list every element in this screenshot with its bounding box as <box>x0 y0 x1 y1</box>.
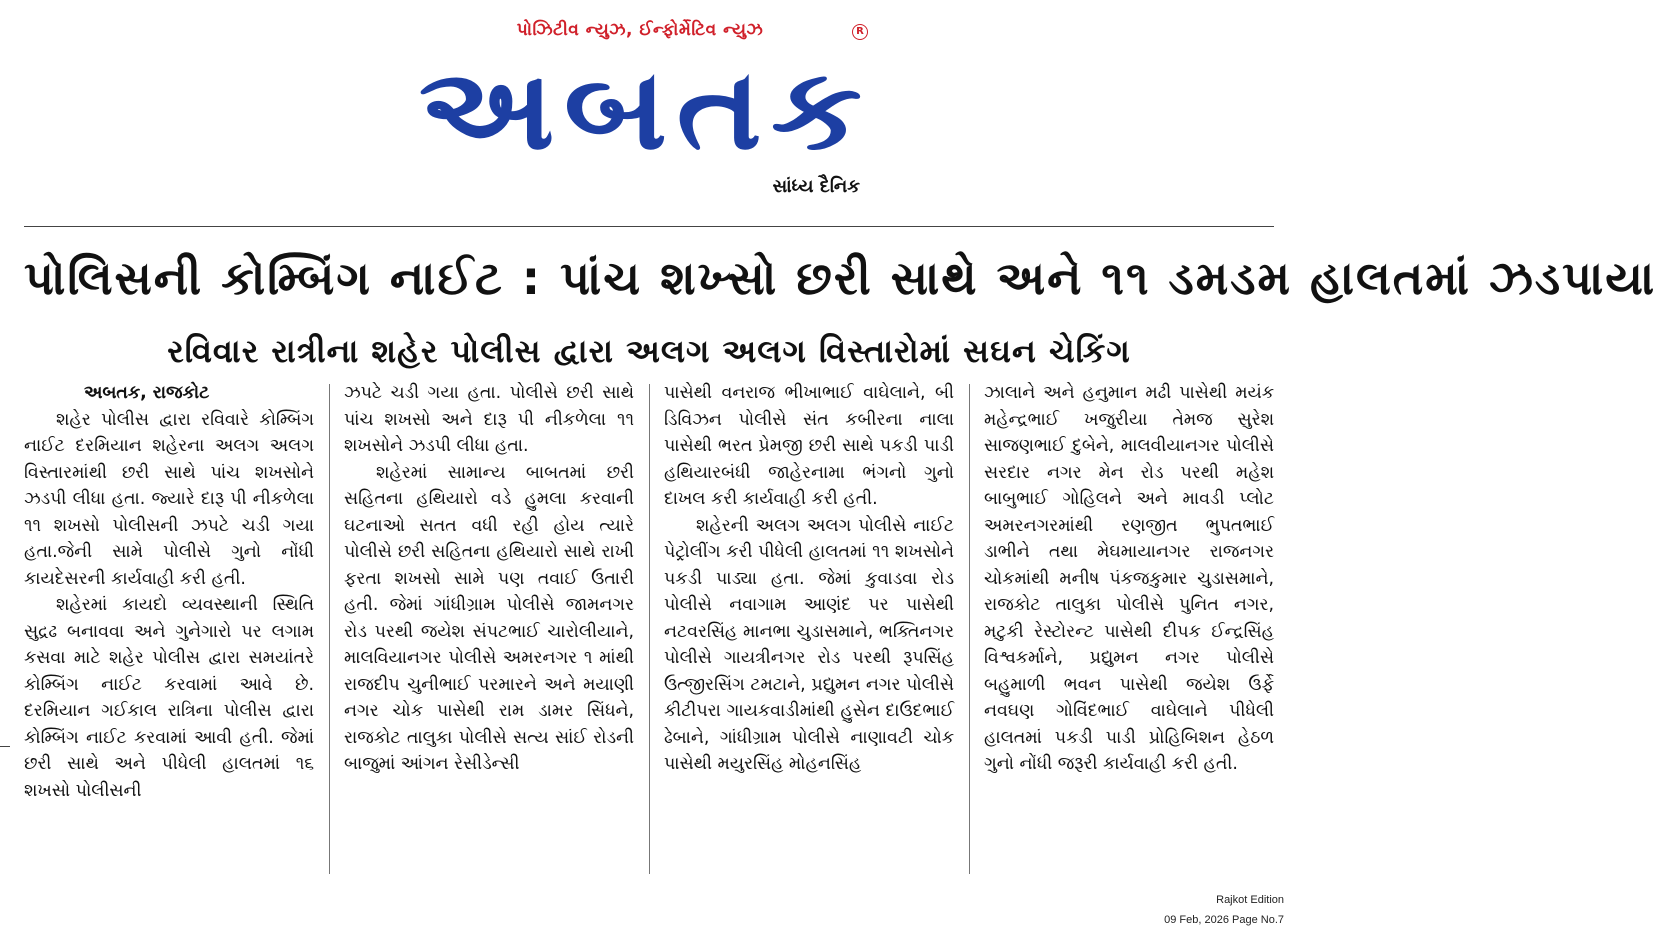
article-paragraph: શહેરમાં સામાન્ય બાબતમાં છરી સહિતના હથિયારો વડે હુમલા કરવાની ઘટનાઓ સતત વધી રહી હોય ત્યારે પોલીસે છરી સહિતના હથિયારો સાથે રાખી ફરતા શખસો સામે પણ તવાઈ ઉતારી હતી. જેમાં ગાંધીગ્રામ પોલીસે જામનગર રોડ પરથી જયેશ સંપટભાઈ ચારોલીયાને, માલવિયાનગર પોલીસે અમરનગર ૧ માંથી રાજદીપ ચુનીભાઈ પરમારને અને મયાણી નગર ચોક પાસેથી રામ ડામર સિંધને, રાજકોટ તાલુકા પોલીસે સત્ય સાંઈ રોડની બાજુમાં આંગન રેસીડેન્સી <box>344 462 634 774</box>
article-body <box>24 380 1274 880</box>
edition-tag: સાંધ્ય દૈનિક <box>772 176 860 197</box>
article-column-1 <box>24 380 314 880</box>
masthead-tagline: પોઝિટીવ ન્યુઝ, ઈન્ફોર્મેટિવ ન્યુઝ <box>516 20 764 40</box>
newspaper-logo: અબતક <box>418 45 872 175</box>
page-footer <box>1164 890 1284 930</box>
masthead <box>0 0 1292 215</box>
article-paragraph: શહેરમાં કાયદો વ્યવસ્થાની સ્થિતિ સુદ્રઢ બનાવવા અને ગુનેગારો પર લગામ કસવા માટે શહેર પોલીસ દ્વારા સમયાંતરે કોમ્બિંગ નાઈટ કરવામાં આવે છે. દરમિયાન ગઈકાલ રાત્રિના પોલીસ દ્વારા કોમ્બિંગ નાઈટ કરવામાં આવી હતી. જેમાં છરી સાથે અને પીધેલી હાલતમાં ૧૬ શખસો પોલીસની <box>24 595 314 801</box>
article-column-3 <box>664 380 954 880</box>
article-paragraph: પાસેથી વનરાજ ભીખાભાઈ વાઘેલાને, બી ડિવિઝન પોલીસે સંત કબીરના નાલા પાસેથી ભરત પ્રેમજી છરી સાથે પકડી પાડી હથિયારબંધી જાહેરનામા ભંગનો ગુનો દાખલ કરી કાર્યવાહી કરી હતી. <box>664 383 954 509</box>
column-divider <box>329 384 330 874</box>
column-divider <box>649 384 650 874</box>
article-dateline: અબતક, રાજકોટ <box>84 383 210 403</box>
article-paragraph: શહેર પોલીસ દ્વારા રવિવારે કોમ્બિંગ નાઈટ દરમિયાન શહેરના અલગ અલગ વિસ્તારમાંથી છરી સાથે પાંચ શખસોને ઝડપી લીધા હતા. જ્યારે દારૂ પી નીકળેલા ૧૧ શખસો પોલીસની ઝપટે ચડી ગયા હતા.જેની સામે પોલીસે ગુનો નોંધી કાયદેસરની કાર્યવાહી કરી હતી. <box>24 409 314 589</box>
article-subheadline: રવિવાર રાત્રીના શહેર પોલીસ દ્વારા અલગ અલગ વિસ્તારોમાં સઘન ચેકિંગ <box>167 332 1131 370</box>
edition-label: Rajkot Edition <box>1216 894 1284 906</box>
date-page-label: 09 Feb, 2026 Page No.7 <box>1164 914 1284 926</box>
article-column-4 <box>984 380 1274 880</box>
margin-mark <box>0 746 10 747</box>
article-headline: પોલિસની કોમ્બિંગ નાઈટ : પાંચ શખ્સો છરી સાથે અને ૧૧ ડમડમ હાલતમાં ઝડપાયા <box>24 251 1656 305</box>
article-column-2 <box>344 380 634 880</box>
article-paragraph: ઝપટે ચડી ગયા હતા. પોલીસે છરી સાથે પાંચ શખસો અને દારૂ પી નીકળેલા ૧૧ શખસોને ઝડપી લીધા હતા. <box>344 383 634 456</box>
article-paragraph: ઝાલાને અને હનુમાન મઢી પાસેથી મયંક મહેન્દ્રભાઈ ખજુરીયા તેમજ સુરેશ સાજણભાઈ દુબેને, માલવીયાનગર પોલીસે સરદાર નગર મેન રોડ પરથી મહેશ બાબુભાઈ ગોહિલને અને માવડી પ્લોટ અમરનગરમાંથી રણજીત ભુપતભાઈ ડાભીને તથા મેઘમાયાનગર રાજનગર ચોકમાંથી મનીષ પંકજકુમાર ચુડાસમાને, રાજકોટ તાલુકા પોલીસે પુનિત નગર, મટુકી રેસ્ટોરન્ટ પાસેથી દીપક ઈન્દ્રસિંહ વિશ્વકર્માને, પ્રદ્યુમન નગર પોલીસે બહુમાળી ભવન પાસેથી જયેશ ઉર્ફે નવઘણ ગોવિંદભાઈ વાઘેલાને પીધેલી હાલતમાં પકડી પાડી પ્રોહિબિશન હેઠળ ગુનો નોંધી જરૂરી કાર્યવાહી કરી હતી. <box>984 383 1274 774</box>
column-divider <box>969 384 970 874</box>
article-paragraph: શહેરની અલગ અલગ પોલીસે નાઈટ પેટ્રોલીંગ કરી પીધેલી હાલતમાં ૧૧ શખસોને પકડી પાડ્યા હતા. જેમાં કુવાડવા રોડ પોલીસે નવાગામ આણંદ પર પાસેથી નટવરસિંહ માનભા ચુડાસમાને, ભક્તિનગર પોલીસે ગાયત્રીનગર રોડ પરથી રૂપસિંહ ઉત્જીરસિંગ ટમટાને, પ્રદ્યુમન નગર પોલીસે કીટીપરા ગાયકવાડીમાંથી હુસેન દાઉદભાઈ ઢેબાને, ગાંધીગ્રામ પોલીસે નાણાવટી ચોક પાસેથી મયુરસિંહ મોહનસિંહ <box>664 515 954 774</box>
masthead-divider <box>24 226 1274 227</box>
registered-mark-icon: R <box>852 24 868 40</box>
